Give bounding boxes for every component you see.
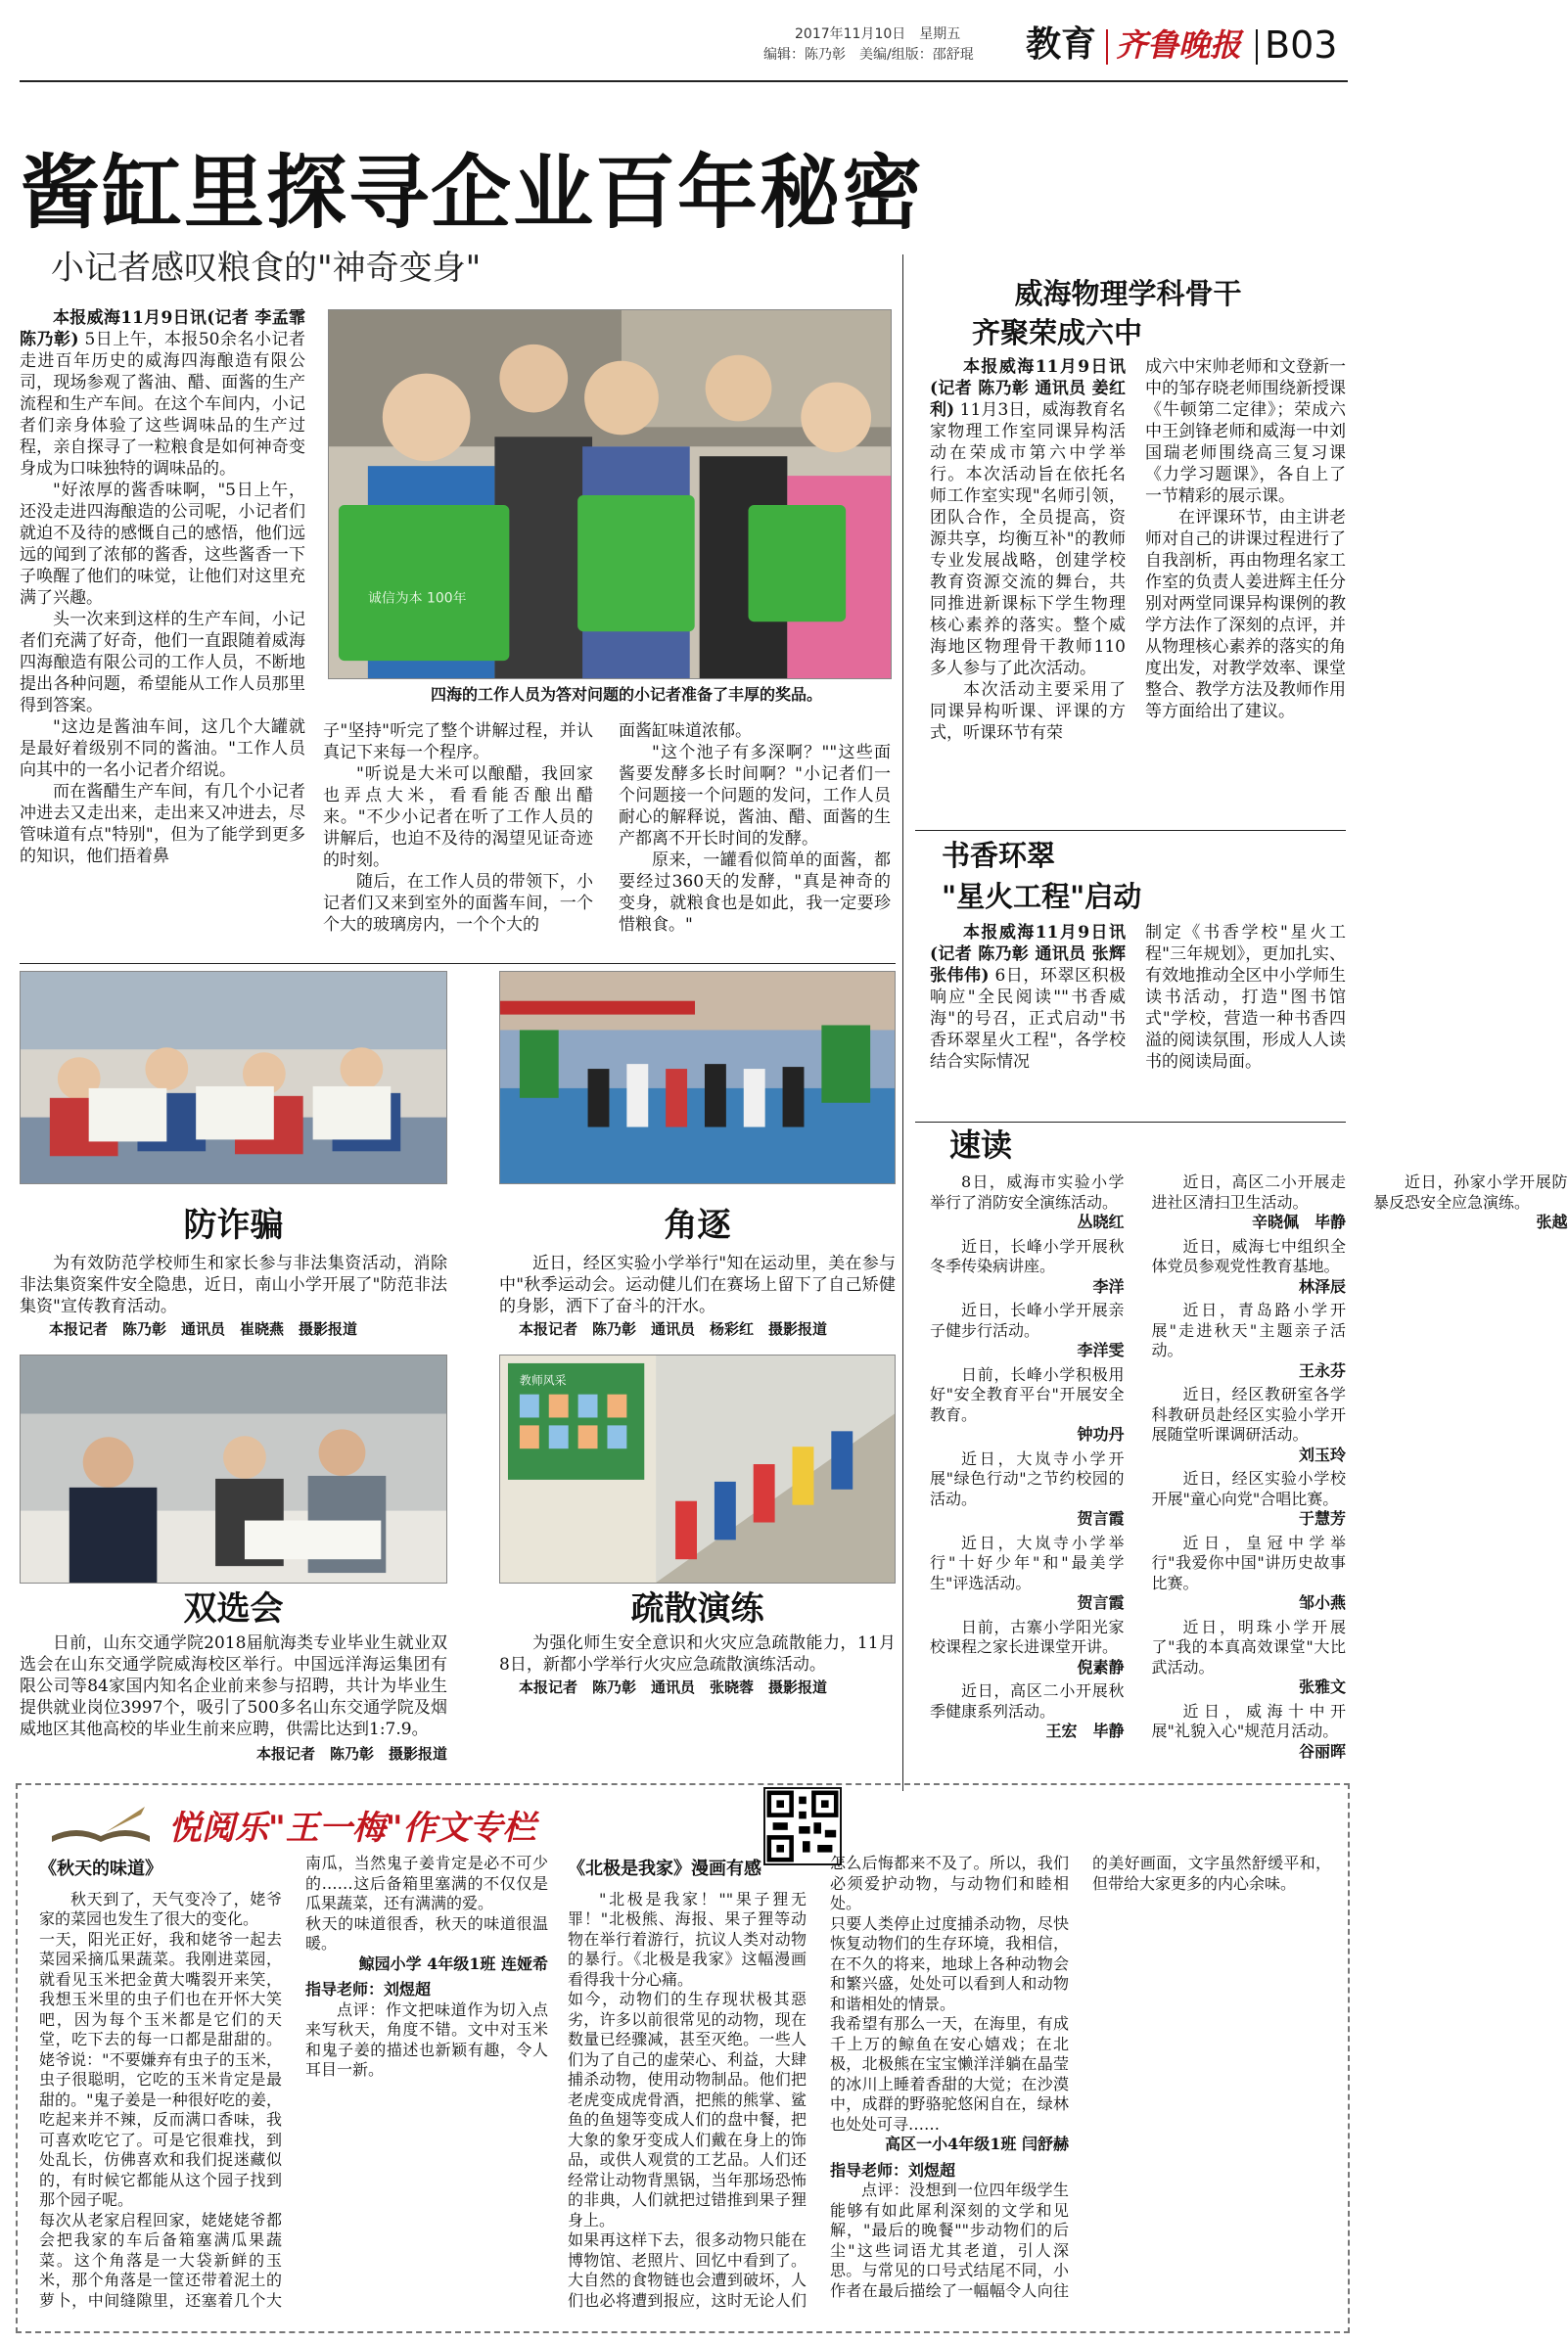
speed-item-author: 谷丽晖 bbox=[1298, 1741, 1346, 1761]
speed-list bbox=[930, 1172, 1568, 1779]
book-quill-icon-svg bbox=[47, 1803, 155, 1848]
physics-rule bbox=[915, 830, 1346, 831]
speed-item-author: 贺言霞 bbox=[1077, 1593, 1125, 1612]
essay-1-comment: 点评：作文把味道作为切入点来写秋天，角度不错。文中对玉米和鬼子姜的描述也新颖有趣，令人耳目一新。 bbox=[305, 1999, 548, 2079]
antifraud-text bbox=[20, 1253, 447, 1317]
essay-2-teacher: 指导老师：刘煜超 bbox=[830, 2160, 956, 2180]
essay-column-banner: 悦阅乐"王一梅"作文专栏 bbox=[168, 1809, 536, 1848]
physics-p4: 在评课环节，由主讲老师对自己的讲课过程进行了自我剖析，再由物理名家工作室的负责人姜进辉主任分别对两堂同课异构课例的教学方法作了深刻的点评，并从物理核心素养的落实的角度出发，对教学效率、课堂整合、教学方法及教师作用等方面给出了建议。 bbox=[1145, 508, 1346, 721]
essay-1-body: 秋天到了，天气变冷了，姥爷家的菜园也发生了很大的变化。 一天，阳光正好，我和姥爷一起去菜园采摘瓜果蔬菜。我刚进菜园，就看见玉米把金黄大嘴裂开来笑，我想玉米里的虫子们也在开怀大笑吧，因为每个玉米都是它们的天堂，吃下去的每一口都是甜甜的。姥爷说："不要嫌弃有虫子的玉米，虫子很聪明，它吃的玉米肯定是最甜的。"鬼子姜是一种很好吃的姜，吃起来并不辣，反而满口香味，我可喜欢吃它了。可是它很难找，到处乱长，仿佛喜欢和我们捉迷藏似的，有时候它都能从这个园子找到那个园子呢。 每次从老家启程回家，姥姥姥爷都会把我家的车后备箱塞满瓜果蔬菜。这个角落是一大袋新鲜的玉米，那个角落是一筐还带着泥土的萝卜，中间缝隙里，还塞着几个大南瓜，当然鬼子姜肯定是必不可少的……这后备箱里塞满的不仅仅是瓜果蔬菜，还有满满的爱。 秋天的味道很香，秋天的味道很温暖。 bbox=[39, 1854, 548, 2310]
page-number: B03 bbox=[1265, 23, 1338, 67]
speed-item bbox=[1152, 1534, 1347, 1614]
speed-item-author: 于慧芳 bbox=[1298, 1509, 1346, 1528]
speed-item-text: 近日，经区实验小学校开展"童心向党"合唱比赛。 bbox=[1151, 1469, 1346, 1508]
drill-credit: 本报记者 陈乃彰 通讯员 张晓蓉 摄影报道 bbox=[519, 1678, 828, 1696]
lead-photo bbox=[328, 309, 892, 679]
speed-item-author: 钟功丹 bbox=[1077, 1425, 1125, 1444]
physics-p3: 成六中宋帅老师和文登新一中的邹存晓老师围绕新授课《牛顿第二定律》；荣成六中王剑锋老师和威海一中刘国瑞老师围绕高三复习课《力学习题课》，各自上了一节精彩的展示课。 bbox=[1145, 357, 1346, 506]
antifraud-photo-image bbox=[21, 972, 446, 1183]
speed-item-author: 张雅文 bbox=[1298, 1678, 1346, 1696]
essay-1-block bbox=[39, 1854, 548, 2325]
jobfair-title: 双选会 bbox=[183, 1589, 284, 1629]
header-editors: 编辑：陈乃彰 美编/组版：邵舒琨 bbox=[763, 47, 974, 63]
lead-byline: 本报威海11月9日讯(记者 李孟霏 陈乃彰) bbox=[20, 308, 305, 349]
lead-photo-image bbox=[329, 310, 891, 678]
lead-column-3 bbox=[619, 720, 891, 953]
race-credit: 本报记者 陈乃彰 通讯员 杨彩红 摄影报道 bbox=[519, 1320, 828, 1338]
speed-item bbox=[1373, 1172, 1568, 1233]
speed-item-author: 张越 bbox=[1536, 1213, 1568, 1231]
header-rule bbox=[20, 80, 1348, 82]
speed-item bbox=[930, 1534, 1125, 1614]
jobfair-text bbox=[20, 1632, 447, 1742]
lead-photo-caption: 四海的工作人员为答对问题的小记者准备了丰厚的奖品。 bbox=[431, 685, 823, 704]
speed-item-author: 王宏 毕静 bbox=[1045, 1722, 1125, 1740]
speed-item-author: 邹小燕 bbox=[1298, 1593, 1346, 1612]
paper-logo: 齐鲁晚报 bbox=[1116, 26, 1242, 64]
antifraud-credit: 本报记者 陈乃彰 通讯员 崔晓燕 摄影报道 bbox=[49, 1320, 358, 1338]
drill-text bbox=[499, 1632, 896, 1676]
speed-item-text: 近日，大岚寺小学举行"十好少年"和"最美学生"评选活动。 bbox=[930, 1533, 1125, 1592]
speed-item-text: 8日，威海市实验小学举行了消防安全演练活动。 bbox=[930, 1172, 1125, 1212]
reading-column-1 bbox=[930, 922, 1126, 1126]
reading-byline: 本报威海11月9日讯(记者 陈乃彰 通讯员 张辉 张伟伟) bbox=[930, 923, 1126, 986]
lead-p3: 头一次来到这样的生产车间，小记者们充满了好奇，他们一直跟随着威海四海酿造有限公司的工作人员，不断地提出各种问题，希望能从工作人员那里得到答案。 bbox=[20, 610, 305, 715]
speed-item bbox=[1152, 1172, 1347, 1233]
race-photo bbox=[499, 971, 896, 1184]
reading-column-2 bbox=[1145, 922, 1346, 1126]
speed-item bbox=[930, 1172, 1125, 1233]
speed-item-author: 李洋雯 bbox=[1077, 1341, 1125, 1359]
speed-item-text: 近日，高区二小开展走进社区清扫卫生活动。 bbox=[1151, 1172, 1346, 1212]
race-photo-image bbox=[500, 972, 895, 1183]
speed-item-author: 贺言霞 bbox=[1077, 1509, 1125, 1528]
reading-p1: 6日，环翠区积极响应"全民阅读""书香威海"的号召，正式启动"书香环翠星火工程"，各学校结合实际情况 bbox=[930, 966, 1127, 1072]
physics-byline: 本报威海11月9日讯(记者 陈乃彰 通讯员 姜红利) bbox=[930, 357, 1126, 420]
race-title: 角逐 bbox=[664, 1206, 731, 1245]
speed-item bbox=[930, 1681, 1125, 1742]
speed-item-text: 近日，孙家小学开展防暴反恐安全应急演练。 bbox=[1373, 1172, 1568, 1212]
jobfair-photo bbox=[20, 1355, 447, 1584]
essay-1-title: 《秋天的味道》 bbox=[39, 1859, 162, 1879]
race-paragraph: 近日，经区实验小学举行"知在运动里，美在参与中"秋季运动会。运动健儿们在赛场上留下了自己矫健的身影，洒下了奋斗的汗水。 bbox=[499, 1254, 896, 1316]
header-section: 教育 bbox=[1026, 24, 1097, 65]
essay-2-title: 《北极是我家》漫画有感 bbox=[568, 1859, 761, 1879]
header-divider bbox=[1106, 29, 1108, 65]
reading-title-2: "星火工程"启动 bbox=[942, 880, 1142, 913]
speed-item-author: 林泽辰 bbox=[1298, 1276, 1346, 1296]
speed-item-text: 近日，高区二小开展秋季健康系列活动。 bbox=[930, 1681, 1125, 1721]
lead-p5: 而在酱醋生产车间，有几个小记者冲进去又走出来，走出来又冲进去，尽管味道有点"特别"，但为了能学到更多的知识，他们捂着鼻 bbox=[20, 782, 305, 866]
speed-item-text: 近日，长峰小学开展亲子健步行活动。 bbox=[930, 1301, 1125, 1340]
header-divider-2 bbox=[1256, 29, 1258, 65]
essay-2-author: 高区一小4年级1班 闫舒赫 bbox=[885, 2135, 1069, 2153]
antifraud-title: 防诈骗 bbox=[183, 1206, 284, 1245]
speed-item-text: 近日，长峰小学开展秋冬季传染病讲座。 bbox=[930, 1236, 1125, 1275]
speed-item bbox=[930, 1449, 1125, 1530]
speed-item-text: 近日，经区教研室各学科教研员赴经区实验小学开展随堂听课调研活动。 bbox=[1151, 1385, 1346, 1444]
speed-item-text: 近日，威海七中组织全体党员参观党性教育基地。 bbox=[1151, 1236, 1346, 1275]
lead-p4: "这边是酱油车间，这几个大罐就是最好着级别不同的酱油。"工作人员向其中的一名小记者介绍说。 bbox=[20, 717, 305, 780]
bag-logo: 诚信为本 100年 bbox=[367, 590, 467, 607]
essay-1-author: 鲸园小学 4年级1班 连娅希 bbox=[358, 1953, 548, 1973]
lead-p1: 5日上午，本报50余名小记者走进百年历史的威海四海酿造有限公司，现场参观了酱油、醋、面酱的生产流程和生产车间。在这个车间内，小记者们亲身体验了这些调味品的生产过程，亲自探寻了一粒粮食是如何神奇变身成为口味独特的调味品的。 bbox=[20, 330, 306, 479]
lead-p8: 随后，在工作人员的带领下，小记者们又来到室外的面酱车间，一个个大的玻璃房内，一个个大的 bbox=[323, 872, 593, 935]
physics-title-2: 齐聚荣成六中 bbox=[971, 316, 1142, 349]
jobfair-credit: 本报记者 陈乃彰 摄影报道 bbox=[255, 1745, 447, 1763]
speed-item-text: 近日，皇冠中学举行"我爱你中国"讲历史故事比赛。 bbox=[1151, 1533, 1346, 1592]
reading-title-1: 书香环翠 bbox=[942, 839, 1056, 872]
speed-item bbox=[930, 1365, 1125, 1446]
lead-p9: 面酱缸味道浓郁。 bbox=[619, 721, 752, 741]
speed-item bbox=[1152, 1385, 1347, 1465]
speed-item-text: 日前，古寨小学阳光家校课程之家长进课堂开讲。 bbox=[930, 1617, 1125, 1656]
header-date-line bbox=[795, 25, 1035, 43]
column-divider bbox=[902, 254, 903, 1791]
speed-item-author: 倪素静 bbox=[1077, 1657, 1125, 1677]
photo-section-rule bbox=[20, 963, 896, 964]
speed-item-text: 近日，青岛路小学开展"走进秋天"主题亲子活动。 bbox=[1151, 1301, 1346, 1359]
physics-column-2 bbox=[1145, 356, 1346, 822]
lead-p2: "好浓厚的酱香味啊，"5日上午，还没走进四海酿造的公司呢，小记者们就迫不及待的感慨自己的感悟，他们远远的闻到了浓郁的酱香，这些酱香一下子唤醒了他们的味觉，让他们对这里充满了兴趣。 bbox=[20, 481, 305, 608]
speed-item-author: 丛晓红 bbox=[1077, 1213, 1125, 1231]
jobfair-paragraph: 日前，山东交通学院2018届航海类专业毕业生就业双选会在山东交通学院威海校区举行。中国远洋海运集团有限公司等84家国内知名企业前来参与招聘，共计为毕业生提供就业岗位3997个，吸引了500多名山东交通学院及烟威地区其他高校的毕业生前来应聘，供需比达到1:7.9。 bbox=[20, 1633, 447, 1739]
lead-title: 酱缸里探寻企业百年秘密 bbox=[20, 147, 925, 240]
speed-item-text: 近日，明珠小学开展了"我的本真高效课堂"大比武活动。 bbox=[1151, 1617, 1346, 1677]
essay-2-comment: 点评：没想到一位四年级学生能够有如此犀利深刻的文学和见解，"最后的晚餐""步动物们的后尘"这些词语尤其老道，引人深思。与常见的口号式结尾不同，小作者在最后描绘了一幅幅令人向往的美好画面，文字虽然舒缓平和，但带给大家更多的内心余味。 bbox=[830, 1854, 1331, 2300]
speed-item-text: 近日，威海十中开展"礼貌入心"规范月活动。 bbox=[1151, 1701, 1346, 1740]
speed-item-author: 辛晓佩 毕静 bbox=[1251, 1213, 1346, 1231]
antifraud-paragraph: 为有效防范学校师生和家长参与非法集资活动，消除非法集资案件安全隐患，近日，南山小学开展了"防范非法集资"宣传教育活动。 bbox=[20, 1254, 447, 1316]
speed-item bbox=[930, 1618, 1125, 1678]
physics-p2: 本次活动主要采用了同课异构听课、评课的方式，听课环节有荣 bbox=[930, 680, 1126, 743]
speed-item bbox=[1152, 1702, 1347, 1763]
physics-p1: 11月3日，威海教育名家物理工作室同课异构活动在荣成市第六中学举行。本次活动旨在依托名师工作室实现"名师引领，团队合作，全员提高，资源共享，均衡互补"的教师专业发展战略，创建学校教育资源交流的舞台，共同推进新课标下学生物理核心素养的落实。整个威海地区物理骨干教师110多人参与了此次活动。 bbox=[930, 400, 1127, 678]
drill-title: 疏散演练 bbox=[630, 1589, 764, 1629]
speed-item bbox=[930, 1237, 1125, 1298]
lead-p6: 子"坚持"听完了整个讲解过程，并认真记下来每一个程序。 bbox=[323, 721, 593, 762]
lead-column-2 bbox=[323, 720, 593, 953]
reading-rule bbox=[915, 1122, 1346, 1123]
race-text bbox=[499, 1253, 896, 1317]
speed-item bbox=[1152, 1237, 1347, 1298]
speed-item bbox=[1152, 1301, 1347, 1381]
essay-1-teacher: 指导老师：刘煜超 bbox=[305, 1980, 432, 1999]
header-date: 2017年11月10日 bbox=[795, 26, 906, 42]
speed-item-text: 近日，大岚寺小学开展"绿色行动"之节约校园的活动。 bbox=[930, 1448, 1125, 1508]
physics-column-1 bbox=[930, 356, 1126, 822]
speed-title: 速读 bbox=[949, 1126, 1013, 1164]
physics-title-1: 威海物理学科骨干 bbox=[1014, 277, 1242, 310]
drill-photo bbox=[499, 1355, 896, 1584]
lead-p7: "听说是大米可以酿醋，我回家也弄点大米，看看能否酿出醋来。"不少小记者在听了工作人员的讲解后，也迫不及待的渴望见证奇迹的时刻。 bbox=[323, 764, 593, 870]
lead-column-1 bbox=[20, 307, 305, 951]
essay-2-body: "北极是我家！""果子狸无罪！"北极熊、海报、果子狸等动物在举行着游行，抗议人类对动物的暴行。《北极是我家》这幅漫画看得我十分心痛。 如今，动物们的生存现状极其惡劣，许多以前很常见的动物，现在数量已经骤减，甚至灭绝。一些人们为了自己的虚荣心、利益，大肆捕杀动物，使用动物制品。他们把老虎变成虎骨酒，把熊的熊掌、鲨鱼的鱼翅等变成人们的盘中餐，把大象的象牙变成人们戴在身上的饰品，或供人观赏的工艺品。人们还经常让动物背黑锅，当年那场恐怖的非典，人们就把过错推到果子狸身上。 如果再这样下去，很多动物只能在博物馆、老照片、回忆中看到了。大自然的食物链也会遭到破坏，人们也必将遭到报应，这时无论人们怎么后悔都来不及了。所以，我们必须爱护动物，与动物们和睦相处。 只要人类停止过度捕杀动物，尽快恢复动物们的生存环境，我相信，在不久的将来，地球上各种动物会和繁兴盛，处处可以看到人和动物和谐相处的情景。 我希望有那么一天，在海里，有成千上万的鲸鱼在安心嬉戏；在北极，北极熊在宝宝懒洋洋躺在晶莹的冰川上睡着香甜的大觉；在沙漠中，成群的野骆驼悠闲自在，绿林也处处可寻…… bbox=[568, 1854, 1069, 2310]
book-quill-icon bbox=[47, 1803, 155, 1848]
lead-p11: 原来，一罐看似简单的面酱，都要经过360天的发酵，"真是神奇的变身，就粮食也是如此，我一定要珍惜粮食。" bbox=[619, 850, 891, 935]
qr-code-svg bbox=[765, 1789, 840, 1863]
drill-photo-image bbox=[500, 1356, 895, 1583]
speed-item-author: 王永芬 bbox=[1298, 1360, 1346, 1380]
lead-subtitle: 小记者感叹粮食的"神奇变身" bbox=[51, 249, 482, 288]
reading-p2: 制定《书香学校"星火工程"三年规划》，更加扎实、有效地推动全区中小学师生读书活动，打造"图书馆式"学校，营造一种书香四溢的阅读氛围，形成人人读书的阅读局面。 bbox=[1145, 923, 1346, 1072]
jobfair-photo-image bbox=[21, 1356, 446, 1583]
speed-item bbox=[930, 1301, 1125, 1361]
speed-item bbox=[1152, 1618, 1347, 1698]
speed-item-author: 李洋 bbox=[1092, 1276, 1125, 1296]
antifraud-photo bbox=[20, 971, 447, 1184]
lead-p10: "这个池子有多深啊？""这些面酱要发酵多长时间啊？"小记者们一个问题接一个问题的发问，工作人员耐心的解释说，酱油、醋、面酱的生产都离不开长时间的发酵。 bbox=[619, 743, 891, 849]
essay-2-block bbox=[568, 1854, 1331, 2325]
header-weekday: 星期五 bbox=[919, 26, 961, 42]
speed-item bbox=[1152, 1469, 1347, 1530]
drill-paragraph: 为强化师生安全意识和火灾应急疏散能力，11月8日，新都小学举行火灾应急疏散演练活动。 bbox=[499, 1633, 896, 1675]
speed-item-author: 刘玉玲 bbox=[1298, 1445, 1346, 1464]
drill-board-text: 教师风采 bbox=[519, 1373, 567, 1388]
speed-item-text: 日前，长峰小学积极用好"安全教育平台"开展安全教育。 bbox=[930, 1364, 1125, 1424]
